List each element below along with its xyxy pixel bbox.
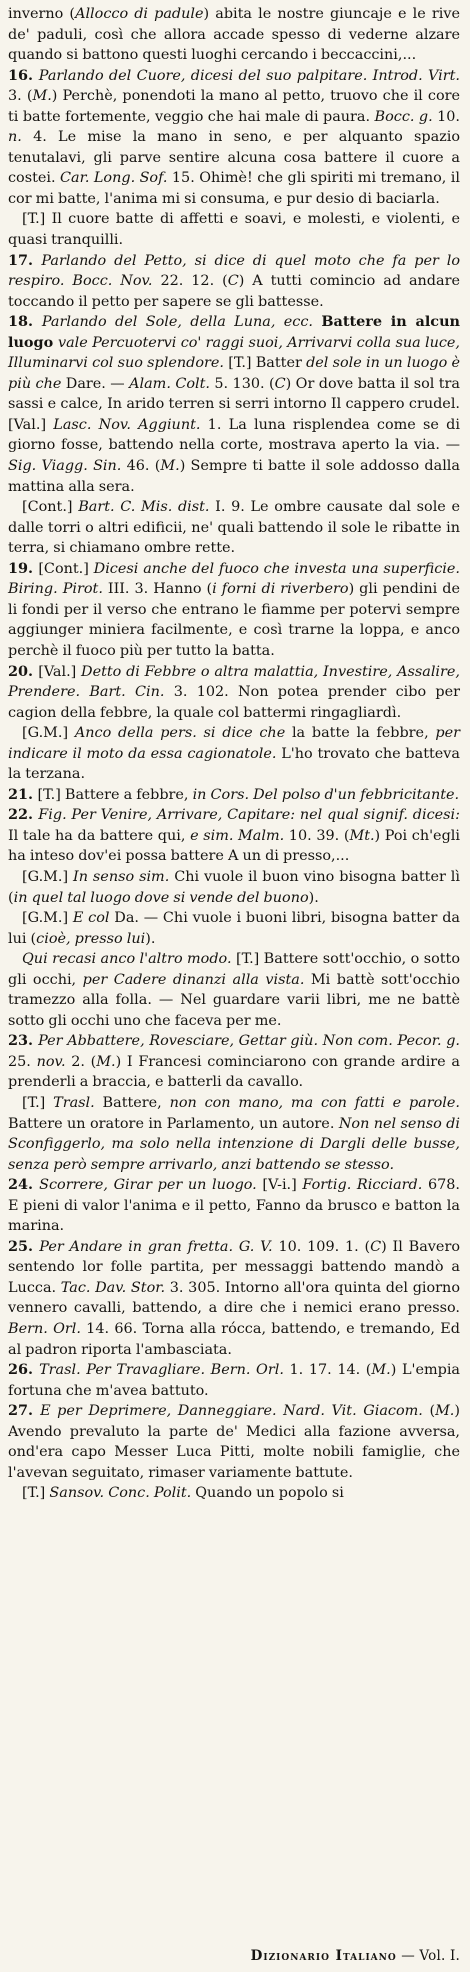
entry-text: Dicesi anche del fuoco che investa una superficie. Biring. Pirot. — [8, 560, 460, 598]
dictionary-entry — [8, 66, 460, 210]
entry-text: ) gli pendini de li fondi per il verso che entrano le fiamme per potervi sempre aggiunger miniera facilmente, e così trarne la loppa, e anco perchè il fuoco più per tutto la batta. — [8, 581, 460, 659]
entry-text: E col — [72, 910, 110, 927]
entry-text: ) abita le nostre giuncaje e le rive de' paduli, così che allora accade spesso di vederne alzare quando si battono questi luoghi cercando i beccaccini,... — [8, 6, 460, 64]
entry-text: Per Andare in gran fretta. G. V. — [39, 1238, 273, 1255]
entry-text: 46. ( — [121, 458, 161, 475]
entry-text: 22. 12. ( — [152, 273, 228, 290]
entry-text: Trasl. Per Travagliare. Bern. Orl. — [39, 1362, 284, 1379]
dictionary-entry — [8, 1175, 460, 1237]
entry-text: Mt. — [349, 827, 375, 844]
entry-text: cioè, presso lui — [36, 930, 146, 947]
entry-number: 20. — [8, 662, 39, 680]
dictionary-entry — [8, 1360, 460, 1401]
entry-number: 16. — [8, 66, 39, 84]
dictionary-entry — [8, 1031, 460, 1093]
entry-text: [G.M.] — [22, 910, 73, 927]
entry-text: non con mano, ma con fatti e parole. — [169, 1094, 460, 1111]
entry-text: 678. E pieni di valor l'anima e il petto, Fanno da brusco e batton la marina. — [8, 1177, 460, 1235]
entry-text: M. — [435, 1403, 455, 1420]
entry-text: 1. 17. 14. ( — [283, 1362, 372, 1379]
entry-text: in quel tal luogo dove si vende del buono — [13, 889, 309, 906]
entry-text: nov. — [36, 1053, 66, 1070]
entry-text: ) Or dove batta il sol tra sassi e calce, In arido terren si serri intorno Il cappero crudel. [Val.] — [8, 375, 461, 433]
entry-text: Non nel senso di Sconfiggerlo, ma solo nella intenzione di Dargli delle busse, senza però sempre arrivarlo, anzi battendo se stesso. — [8, 1115, 460, 1173]
entry-text: [Cont.] — [38, 560, 94, 577]
entry-text: vale Percuotervi co' raggi suoi, Arrivarvi colla sua luce, Illuminarvi col suo splendore. — [8, 334, 460, 372]
entry-text: [T.] Battere a febbre, — [37, 786, 193, 803]
dictionary-entry — [8, 867, 460, 908]
entry-text: ) I Francesi cominciarono con grande ardire a prenderli a braccia, e batterli da cavallo. — [8, 1053, 460, 1091]
entry-text: ) Perchè, ponendoti la mano al petto, truovo che il core ti batte fortemente, veggio che hai male di paura. — [8, 88, 461, 125]
entry-number: 25. — [8, 1237, 40, 1255]
footer-title: Dizionario Italiano — [250, 1948, 397, 1964]
entry-number: 18. — [8, 313, 42, 331]
dictionary-entry — [8, 251, 460, 313]
dictionary-entry — [8, 4, 460, 66]
entry-text: ) Poi ch'egli ha inteso dov'ei possa battere A un di presso,... — [8, 827, 460, 865]
dictionary-entry — [8, 805, 460, 867]
dictionary-entry — [8, 949, 460, 1031]
dictionary-entry — [8, 1483, 460, 1504]
entry-text: Per Abbattere, Rovesciare, Gettar giù. Non com. Pecor. g. — [38, 1033, 461, 1050]
entry-text: [V-i.] — [256, 1177, 303, 1194]
entry-text: In senso sim. — [73, 868, 170, 885]
entry-text: Scorrere, Girar per un luogo. — [39, 1177, 257, 1194]
entry-text: Lasc. Nov. Aggiunt. — [53, 416, 201, 433]
entry-text: 15. Ohimè! che gli spiriti mi tremano, il cor mi batte, l'anima mi si consuma, e pur desio di baciarla. — [8, 170, 460, 207]
entry-text: M. — [371, 1362, 391, 1379]
page-footer — [0, 1948, 460, 1964]
entry-text: [G.M.] — [22, 868, 74, 885]
entry-text: ) A tutti comincio ad andare toccando il petto per sapere se gli battesse. — [8, 273, 460, 310]
entry-text: per indicare il moto da essa cagionatole. — [8, 725, 460, 762]
entry-text: 25. — [8, 1053, 37, 1070]
entry-text: i forni di riverbero — [212, 581, 349, 598]
entry-text: Parlando del Sole, della Luna, ecc. — [41, 314, 322, 331]
entry-text: del sole in un luogo è più che — [8, 355, 460, 392]
entry-number: 27. — [8, 1402, 41, 1420]
entry-text: Bocc. g. — [374, 108, 433, 125]
entry-text: Il tale ha da battere qui, — [8, 827, 191, 844]
entry-text: C — [370, 1238, 382, 1255]
entry-text: Fig. Per Venire, Arrivare, Capitare: nel qual signif. dicesi: — [38, 807, 460, 824]
entry-text: ) Sempre ti batte il sole addosso dalla mattina alla sera. — [8, 458, 460, 495]
dictionary-entry — [8, 1093, 460, 1175]
entry-text: C — [227, 273, 239, 290]
entry-text: Detto di Febbre o altra malattia, Investire, Assalire, Prendere. Bart. Cin. — [8, 663, 460, 701]
entry-text: Bart. C. Mis. dist. — [78, 499, 210, 516]
entry-number: 17. — [8, 251, 42, 269]
entry-text: Parlando del Cuore, dicesi del suo palpitare. Introd. Virt. — [38, 67, 460, 84]
entry-text: n. — [8, 129, 22, 146]
entry-number: 23. — [8, 1032, 39, 1050]
entry-text: 2. ( — [65, 1053, 97, 1070]
entry-text: III. 3. Hanno ( — [102, 581, 213, 598]
entry-text: ) Avendo prevaluto la parte de' Medici alla fazione avversa, ond'era capo Messer Luca Pitti, molte nobili famiglie, che l'avevan seguitato, rimaser variamente battute. — [8, 1403, 460, 1481]
entry-text: Quando un popolo si — [191, 1485, 344, 1502]
entry-text: [T.] — [22, 1094, 54, 1111]
entry-text: [Cont.] — [22, 499, 79, 516]
entry-number: 21. — [8, 785, 38, 803]
dictionary-entry — [8, 312, 460, 497]
entry-text: per Cadere dinanzi alla vista. — [82, 971, 305, 988]
entry-number: 19. — [8, 559, 39, 577]
entry-text: la batte la febbre, — [285, 725, 436, 742]
entry-text: [T.] Il cuore batte di affetti e soavi, e molesti, e violenti, e quasi tranquilli. — [8, 211, 460, 249]
entry-text: 3. ( — [8, 88, 33, 105]
entry-text: Sansov. Conc. Polit. — [49, 1485, 192, 1502]
entry-text: [T.] Battere sott'occhio, o sotto gli occhi, — [8, 951, 460, 988]
dictionary-entry — [8, 908, 460, 949]
entry-text: 10. — [432, 108, 460, 125]
entry-text: inverno ( — [8, 6, 76, 22]
dictionary-entry — [8, 1401, 460, 1483]
entry-text: I. 9. Le ombre causate dal sole e dalle torri o altri edificii, ne' quali battendo il sole le ribatte in terra, si chiamano ombre rette. — [8, 499, 461, 557]
entry-text: Chi vuole il buon vino bisogna batter lì ( — [8, 868, 460, 906]
entry-text: in Cors. Del polso d'un febbricitante. — [192, 786, 460, 803]
entry-text: Fortig. Ricciard. — [302, 1177, 423, 1194]
entry-text: [Val.] — [38, 663, 82, 680]
dictionary-entry — [8, 662, 460, 724]
entry-text: [T.] — [22, 1485, 50, 1502]
entry-text: 4. Le mise la mano in seno, e per alquanto spazio tenutalavi, gli parve sentire alcuna cosa battere il cuore a costei. — [8, 129, 460, 187]
entries-column — [8, 4, 460, 1504]
entry-text: [G.M.] — [22, 725, 75, 742]
entry-text: 3. 102. Non potea prender cibo per cagion della febbre, la quale col battermi ringagliardì. — [8, 684, 460, 721]
entry-text: Battere, — [94, 1094, 170, 1111]
entry-text: 3. 305. Intorno all'ora quinta del giorno vennero cavalli, battendo, a dire che i nemici erano presso. — [8, 1279, 460, 1317]
entry-text: Bern. Orl. — [8, 1321, 81, 1337]
entry-text: M. — [32, 88, 52, 105]
entry-text: Battere in alcun luogo — [8, 313, 460, 351]
entry-text: L'ho trovato che batteva la terzana. — [8, 745, 460, 783]
entry-text: Battere un oratore in Parlamento, un autore. — [8, 1115, 339, 1132]
entry-text: ). — [308, 889, 319, 906]
entry-text: Parlando del Petto, si dice di quel moto che fa per lo respiro. Bocc. Nov. — [8, 252, 461, 290]
entry-text: 14. 66. Torna alla rócca, battendo, e tremando, Ed al padron riporta l'ambasciata. — [8, 1321, 460, 1358]
entry-text: 5. 130. ( — [209, 375, 275, 392]
entry-text: Allocco di padule — [75, 6, 204, 22]
entry-text: 10. 109. 1. ( — [272, 1238, 371, 1255]
entry-text: Da. — Chi vuole i buoni libri, bisogna batter da lui ( — [8, 910, 461, 947]
entry-text: 10. 39. ( — [284, 827, 350, 844]
entry-text: Anco della pers. si dice che — [74, 725, 286, 742]
entry-text: ) Il Bavero sentendo lor folle partita, per messaggi battendo mandò a Lucca. — [8, 1238, 460, 1296]
entry-text: ). — [145, 930, 156, 947]
dictionary-entry — [8, 209, 460, 250]
entry-text: Car. Long. Sof. — [60, 170, 168, 187]
entry-text: ) L'empia fortuna che m'avea battuto. — [8, 1362, 461, 1399]
entry-number: 24. — [8, 1176, 40, 1194]
entry-text: 1. La luna risplendea come se di giorno fosse, battendo nella corte, mostrava aperto la via. — — [8, 416, 460, 454]
footer-volume: — Vol. I. — [401, 1948, 460, 1964]
dictionary-entry — [8, 723, 460, 785]
entry-text: Tac. Dav. Stor. — [60, 1279, 166, 1296]
entry-text: Qui recasi anco l'altro modo. — [22, 951, 232, 968]
entry-text: e sim. Malm. — [190, 827, 285, 844]
entry-number: 26. — [8, 1361, 40, 1379]
entry-text: M. — [96, 1053, 116, 1070]
entry-text: E per Deprimere, Danneggiare. Nard. Vit. Giacom. — [40, 1403, 423, 1420]
entry-text: [T.] Batter — [224, 355, 307, 372]
entry-text: C — [274, 375, 286, 392]
entry-text: Mi battè sott'occhio tramezzo alla folla. — Nel guardare varii libri, me ne battè sotto gli occhi uno che faceva per me. — [8, 971, 460, 1029]
entry-number: 22. — [8, 806, 39, 824]
dictionary-entry — [8, 1237, 460, 1360]
entry-text: Sig. Viagg. Sin. — [8, 458, 122, 475]
entry-text: Dare. — — [61, 375, 130, 392]
dictionary-entry — [8, 559, 460, 662]
entry-text: M. — [160, 458, 180, 475]
dictionary-entry — [8, 497, 460, 559]
entry-text: Trasl. — [53, 1094, 95, 1111]
entry-text: Alam. Colt. — [129, 375, 210, 392]
entry-text: ( — [422, 1403, 436, 1420]
dictionary-entry — [8, 785, 460, 806]
